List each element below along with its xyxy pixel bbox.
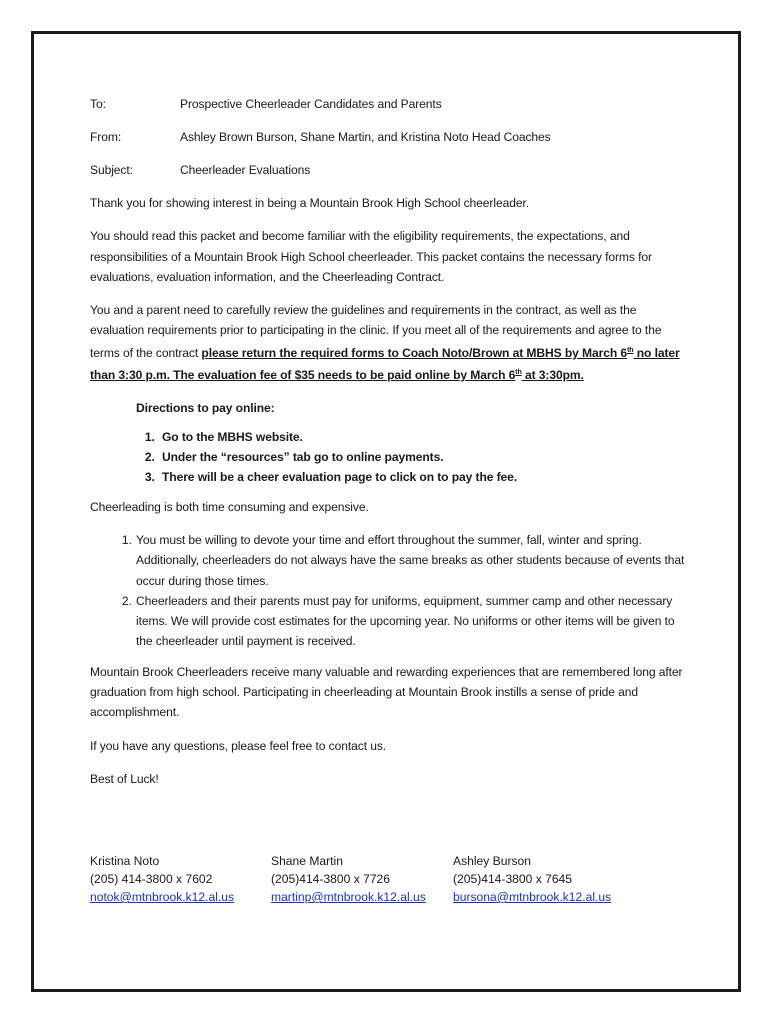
intro-paragraph: Thank you for showing interest in being a Mountain Brook High School cheerleader. [90, 196, 529, 210]
requirements-paragraph [90, 300, 690, 385]
questions-paragraph: If you have any questions, please feel free to contact us. [90, 738, 387, 753]
deadline-text-2: no later than 3:30 p.m. The evaluation fee of $35 needs to be paid online by March 6 [90, 345, 680, 383]
contact-email-link[interactable]: bursona@mtnbrook.k12.al.us [453, 890, 612, 904]
closing: Best of Luck! [90, 771, 159, 786]
value-paragraph: Mountain Brook Cheerleaders receive many valuable and rewarding experiences that are remembered long after graduation from high school. Participating in cheerleading at Mountain Brook instills a sense of pride and accomplishment. [90, 664, 683, 720]
contact-phone: (205) 414-3800 x 7602 [90, 872, 213, 886]
memo-to-value: Prospective Cheerleader Candidates and Parents [180, 97, 442, 111]
deadline-text-1: please return the required forms to Coach Noto/Brown at MBHS by March 6 [201, 345, 628, 360]
contact-phone: (205)414-3800 x 7726 [271, 872, 391, 886]
contact-burson [453, 852, 611, 906]
memo-from-value: Ashley Brown Burson, Shane Martin, and Kristina Noto Head Coaches [180, 130, 551, 144]
contact-noto [90, 852, 234, 906]
cost-item: 1. You must be willing to devote your time and effort throughout the summer, fall, winter and spring. Additionally, cheerleaders do not always have the same breaks as other students because of events that occur during those times. [135, 530, 690, 591]
contact-name: Kristina Noto [90, 854, 160, 868]
memo-from-label: From: [90, 130, 122, 144]
memo-to [90, 94, 690, 114]
memo-from [90, 127, 690, 147]
contact-phone: (205)414-3800 x 7645 [453, 872, 573, 886]
packet-paragraph: You should read this packet and become familiar with the eligibility requirements, the expectations, and responsibilities of a Mountain Brook High School cheerleader. This packet contains the necessary forms for evaluations, evaluation information, and the Cheerleading Contract. [90, 229, 652, 284]
cost-list [90, 530, 690, 652]
memo-subject-label: Subject: [90, 163, 133, 177]
deadline-text-3: at 3:30pm. [521, 368, 584, 383]
contact-name: Ashley Burson [453, 854, 531, 868]
contact-email-link[interactable]: martinp@mtnbrook.k12.al.us [271, 890, 426, 904]
directions-item: 1. Go to the MBHS website. [158, 427, 690, 447]
directions-item: 2. Under the “resources” tab go to online payments. [158, 447, 690, 467]
cost-item: 2. Cheerleaders and their parents must pay for uniforms, equipment, summer camp and other necessary items. We will provide cost estimates for the upcoming year. No uniforms or other items will be given to the cheerleader until payment is received. [135, 591, 690, 652]
requirements-lead: You and a parent need to carefully review the guidelines and requirements in the contract, as well as the evaluation requirements prior to participating in the clinic. If you meet all of the requirements and agree to the terms of the contract [90, 303, 662, 360]
deadline-sup-2: th [515, 369, 522, 377]
directions-title: Directions to pay online: [136, 401, 275, 416]
memo-subject [90, 160, 690, 180]
directions-item: 3. There will be a cheer evaluation page to click on to pay the fee. [158, 467, 690, 487]
memo-subject-value: Cheerleader Evaluations [180, 163, 311, 177]
cost-intro: Cheerleading is both time consuming and expensive. [90, 499, 369, 514]
contact-martin [271, 852, 426, 906]
memo-to-label: To: [90, 97, 106, 111]
contact-name: Shane Martin [271, 854, 343, 868]
letter-body [90, 94, 690, 802]
contact-email-link[interactable]: notok@mtnbrook.k12.al.us [90, 890, 235, 904]
deadline-sup-1: th [627, 346, 634, 354]
directions-list [90, 427, 690, 488]
